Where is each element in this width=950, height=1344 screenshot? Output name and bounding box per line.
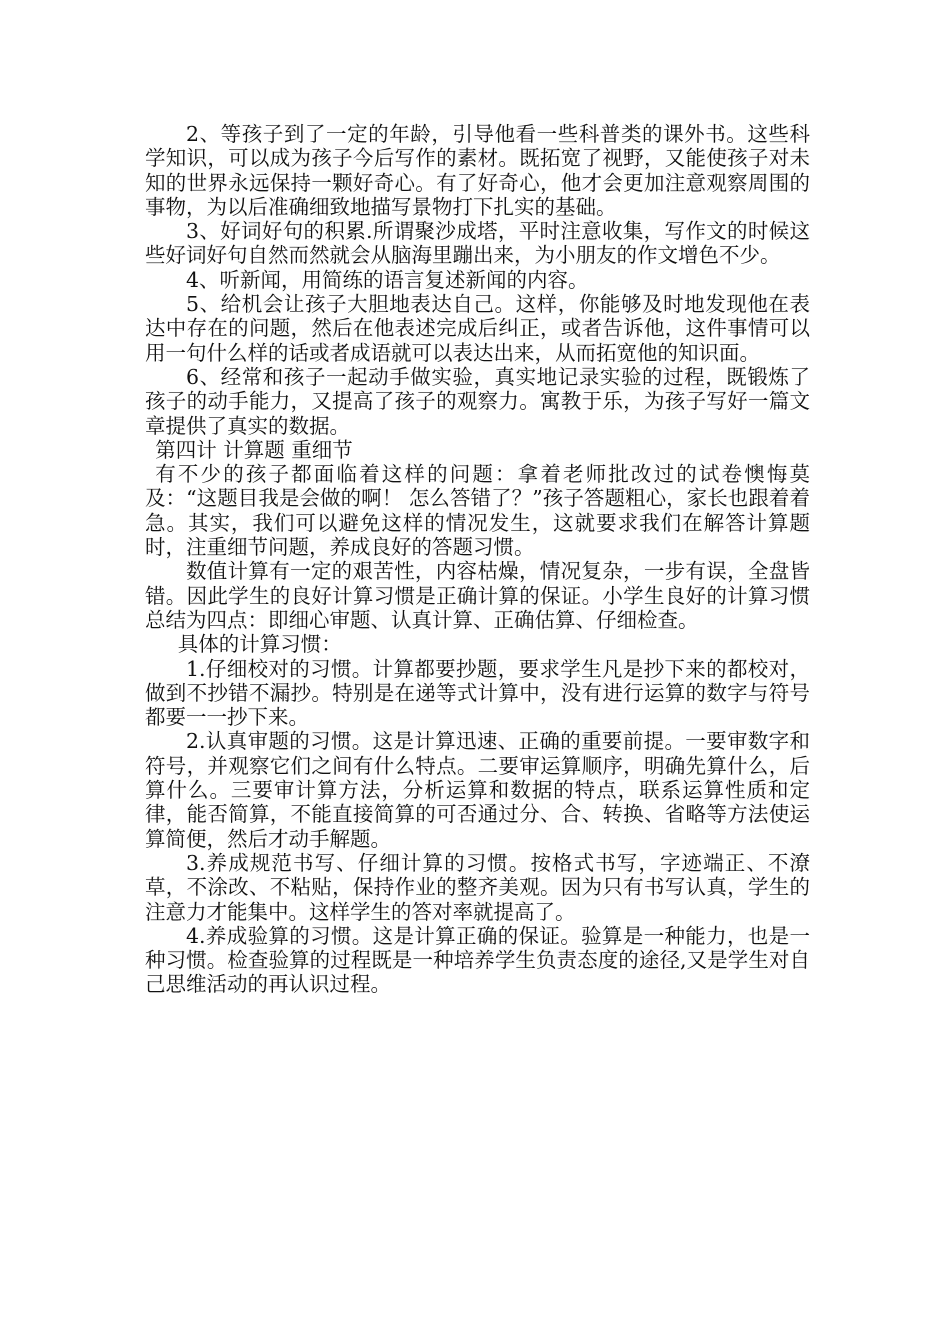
paragraph-habit-3: 3.养成规范书写、仔细计算的习惯。按格式书写，字迹端正、不潦草，不涂改、不粘贴，保持作业的整齐美观。因为只有书写认真，学生的注意力才能集中。这样学生的答对率就提高了。: [145, 850, 810, 924]
paragraph-tip-5: 5、给机会让孩子大胆地表达自己。这样，你能够及时地发现他在表达中存在的问题，然后在他表述完成后纠正，或者告诉他，这件事情可以用一句什么样的话或者成语就可以表达出来，从而拓宽他的知识面。: [145, 292, 810, 365]
paragraph-tip-2: 2、等孩子到了一定的年龄，引导他看一些科普类的课外书。这些科学知识，可以成为孩子今后写作的素材。既拓宽了视野，又能使孩子对未知的世界永远保持一颗好奇心。有了好奇心，他才会更加注意观察周围的事物，为以后准确细致地描写景物打下扎实的基础。: [145, 122, 810, 219]
paragraph-habit-2: 2.认真审题的习惯。这是计算迅速、正确的重要前提。一要审数字和符号，并观察它们之间有什么特点。二要审运算顺序，明确先算什么，后算什么。三要审计算方法，分析运算和数据的特点，联系运算性质和定律，能否简算，不能直接简算的可否通过分、合、转换、省略等方法使运算简便，然后才动手解题。: [145, 729, 810, 851]
paragraph-habit-4: 4.养成验算的习惯。这是计算正确的保证。验算是一种能力，也是一种习惯。检查验算的过程既是一种培养学生负责态度的途径,又是学生对自己思维活动的再认识过程。: [145, 923, 810, 997]
paragraph-tip-3: 3、好词好句的积累.所谓聚沙成塔，平时注意收集，写作文的时候这些好词好句自然而然就会从脑海里蹦出来，为小朋友的作文增色不少。: [145, 219, 810, 268]
paragraph-calc-overview: 数值计算有一定的艰苦性，内容枯燥，情况复杂，一步有误，全盘皆错。因此学生的良好计算习惯是正确计算的保证。小学生良好的计算习惯总结为四点：即细心审题、认真计算、正确估算、仔细检查。: [145, 559, 810, 632]
paragraph-intro: 有不少的孩子都面临着这样的问题：拿着老师批改过的试卷懊悔莫及：“这题目我是会做的啊！ 怎么答错了？”孩子答题粗心，家长也跟着着急。其实，我们可以避免这样的情况发生，这就要求我们在解答计算题时，注重细节问题，养成良好的答题习惯。: [145, 462, 810, 560]
document-body: [145, 122, 810, 997]
paragraph-tip-4: 4、听新闻，用简练的语言复述新闻的内容。: [186, 267, 589, 292]
paragraph-habit-1: 1.仔细校对的习惯。计算都要抄题，要求学生凡是抄下来的都校对，做到不抄错不漏抄。特别是在递等式计算中，没有进行运算的数字与符号都要一一抄下来。: [145, 656, 810, 730]
paragraph-habits-label: 具体的计算习惯：: [177, 632, 342, 657]
section-heading: 第四计 计算题 重细节: [155, 437, 353, 462]
paragraph-tip-6: 6、经常和孩子一起动手做实验，真实地记录实验的过程，既锻炼了孩子的动手能力，又提高了孩子的观察力。寓教于乐，为孩子写好一篇文章提供了真实的数据。: [145, 364, 810, 438]
